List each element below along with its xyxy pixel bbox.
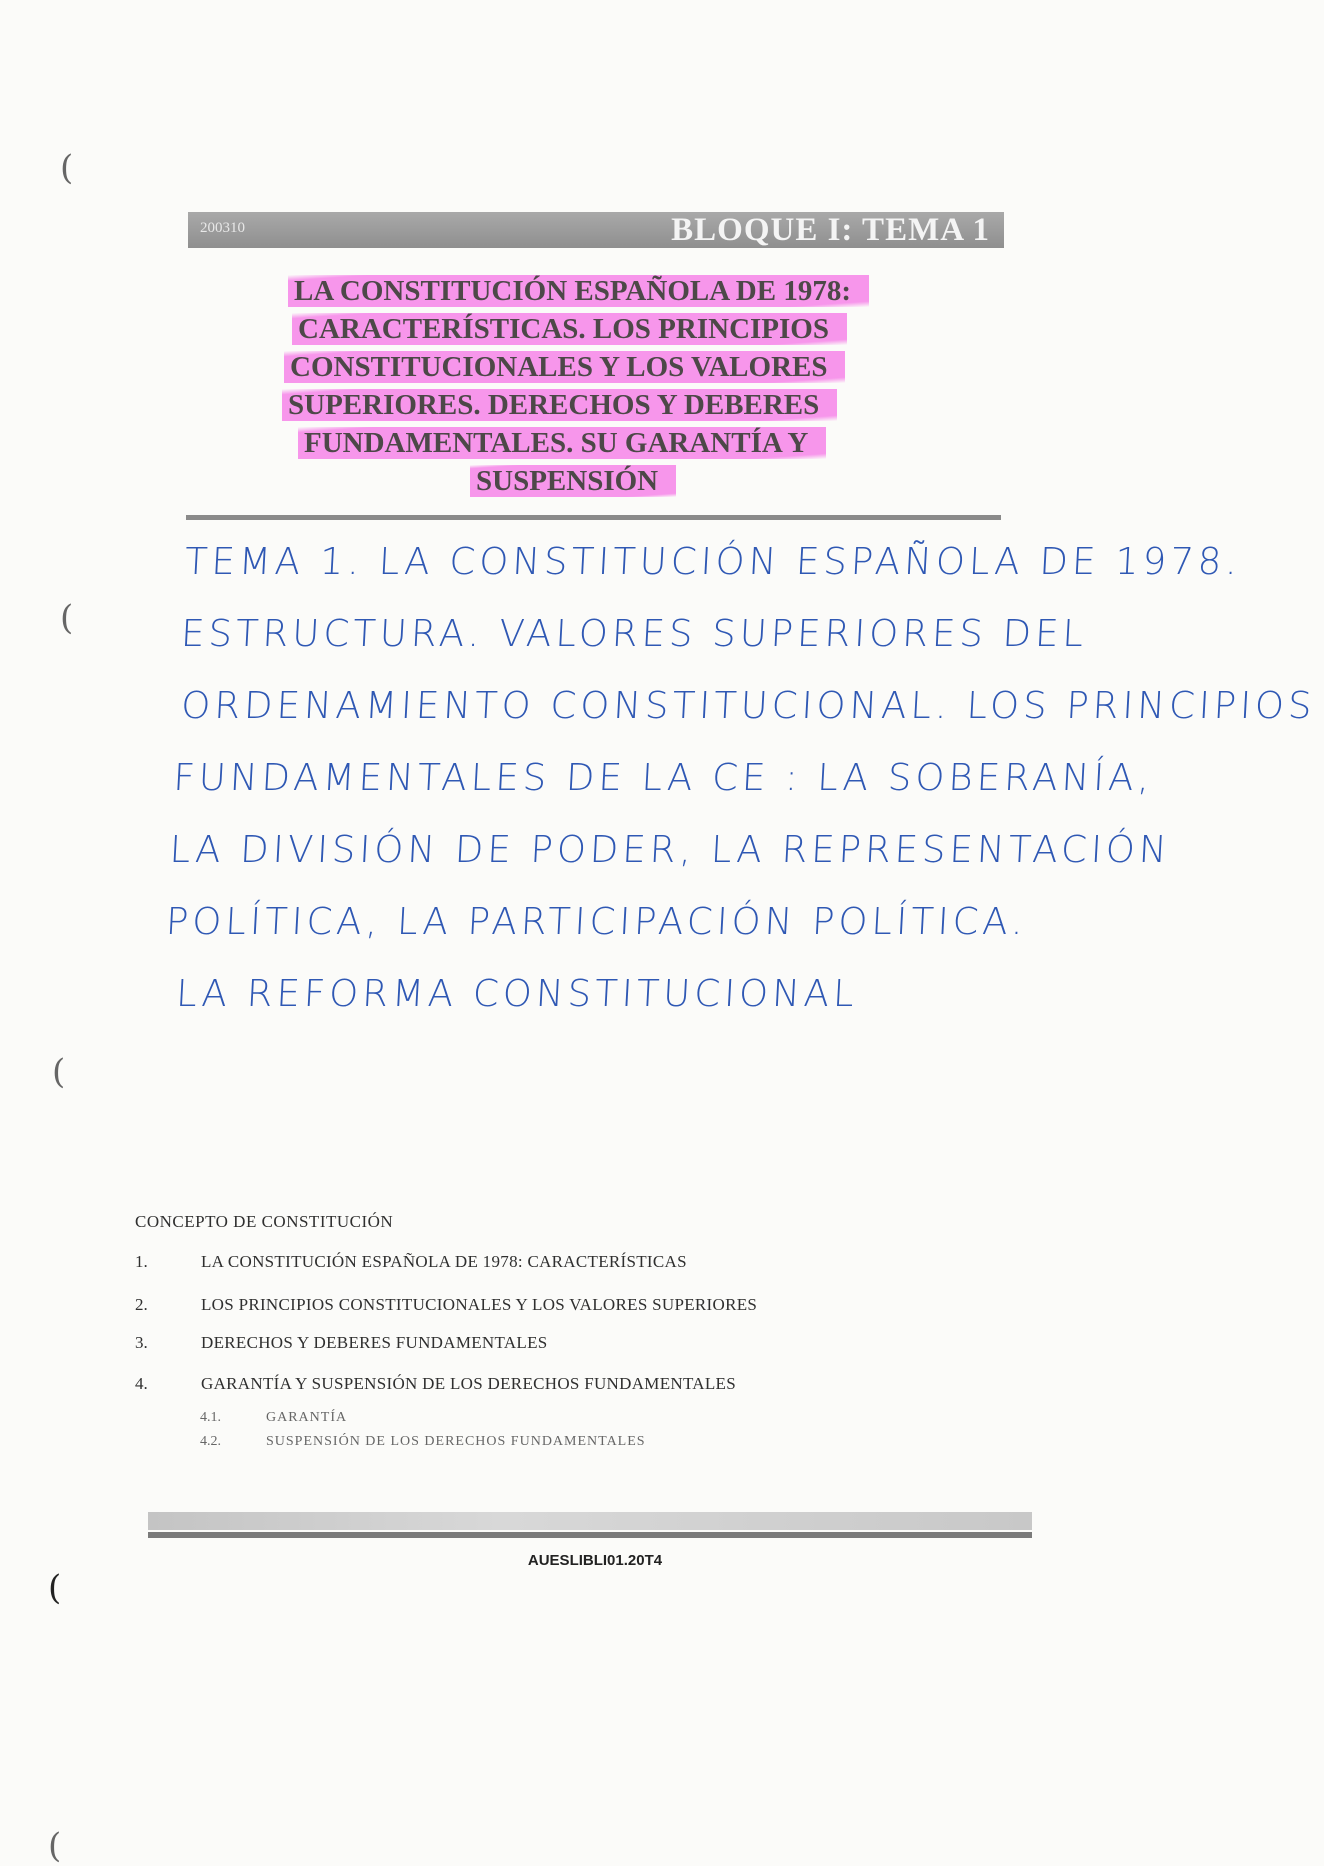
title-line: SUPERIORES. DERECHOS Y DEBERES — [282, 386, 837, 424]
handwritten-line: POLÍTICA, LA PARTICIPACIÓN POLÍTICA. — [164, 900, 1028, 943]
margin-mark: ( — [60, 148, 74, 188]
toc-subitem-label: GARANTÍA — [266, 1410, 348, 1425]
toc-label: GARANTÍA Y SUSPENSIÓN DE LOS DERECHOS FUNDAMENTALES — [201, 1374, 736, 1393]
footer-band — [148, 1512, 1032, 1530]
document-code: 200310 — [200, 220, 245, 236]
toc-subitem-number: 4.2. — [200, 1434, 221, 1449]
footer-rule — [148, 1532, 1032, 1538]
header-bar — [188, 212, 1004, 248]
handwritten-line: ESTRUCTURA. VALORES SUPERIORES DEL — [179, 612, 1089, 655]
title-line: FUNDAMENTALES. SU GARANTÍA Y — [298, 424, 826, 462]
title-divider — [186, 515, 1001, 520]
title-line: CONSTITUCIONALES Y LOS VALORES — [284, 348, 845, 386]
title-line: SUSPENSIÓN — [470, 462, 676, 500]
handwritten-line: TEMA 1. LA CONSTITUCIÓN ESPAÑOLA DE 1978. — [183, 540, 1243, 583]
toc-label: LOS PRINCIPIOS CONSTITUCIONALES Y LOS VALORES SUPERIORES — [201, 1295, 758, 1314]
toc-subitem-label: SUSPENSIÓN DE LOS DERECHOS FUNDAMENTALES — [266, 1434, 646, 1449]
handwritten-line: LA DIVISIÓN DE PODER, LA REPRESENTACIÓN — [168, 828, 1172, 871]
title-line: LA CONSTITUCIÓN ESPAÑOLA DE 1978: — [288, 272, 869, 310]
toc-subitem-number: 4.1. — [200, 1410, 221, 1425]
toc-number: 3. — [135, 1333, 148, 1352]
toc-label: LA CONSTITUCIÓN ESPAÑOLA DE 1978: CARACTERÍSTICAS — [201, 1252, 687, 1271]
margin-mark: ( — [60, 598, 74, 638]
title-line: CARACTERÍSTICAS. LOS PRINCIPIOS — [292, 310, 847, 348]
toc-number: 1. — [135, 1252, 148, 1271]
margin-mark: ( — [48, 1826, 62, 1866]
handwritten-line: LA REFORMA CONSTITUCIONAL — [175, 972, 859, 1015]
margin-mark: ( — [48, 1568, 62, 1608]
margin-mark: ( — [52, 1052, 66, 1092]
footer-code: AUESLIBLI01.20T4 — [527, 1552, 663, 1569]
toc-label: DERECHOS Y DEBERES FUNDAMENTALES — [201, 1333, 548, 1352]
toc-number: 2. — [135, 1295, 148, 1314]
block-title: BLOQUE I: TEMA 1 — [671, 212, 990, 248]
toc-number: 4. — [135, 1374, 148, 1393]
handwritten-line: FUNDAMENTALES DE LA CE : LA SOBERANÍA, — [172, 756, 1155, 799]
toc-heading: CONCEPTO DE CONSTITUCIÓN — [135, 1212, 394, 1231]
handwritten-line: ORDENAMIENTO CONSTITUCIONAL. LOS PRINCIPIOS — [180, 684, 1317, 727]
